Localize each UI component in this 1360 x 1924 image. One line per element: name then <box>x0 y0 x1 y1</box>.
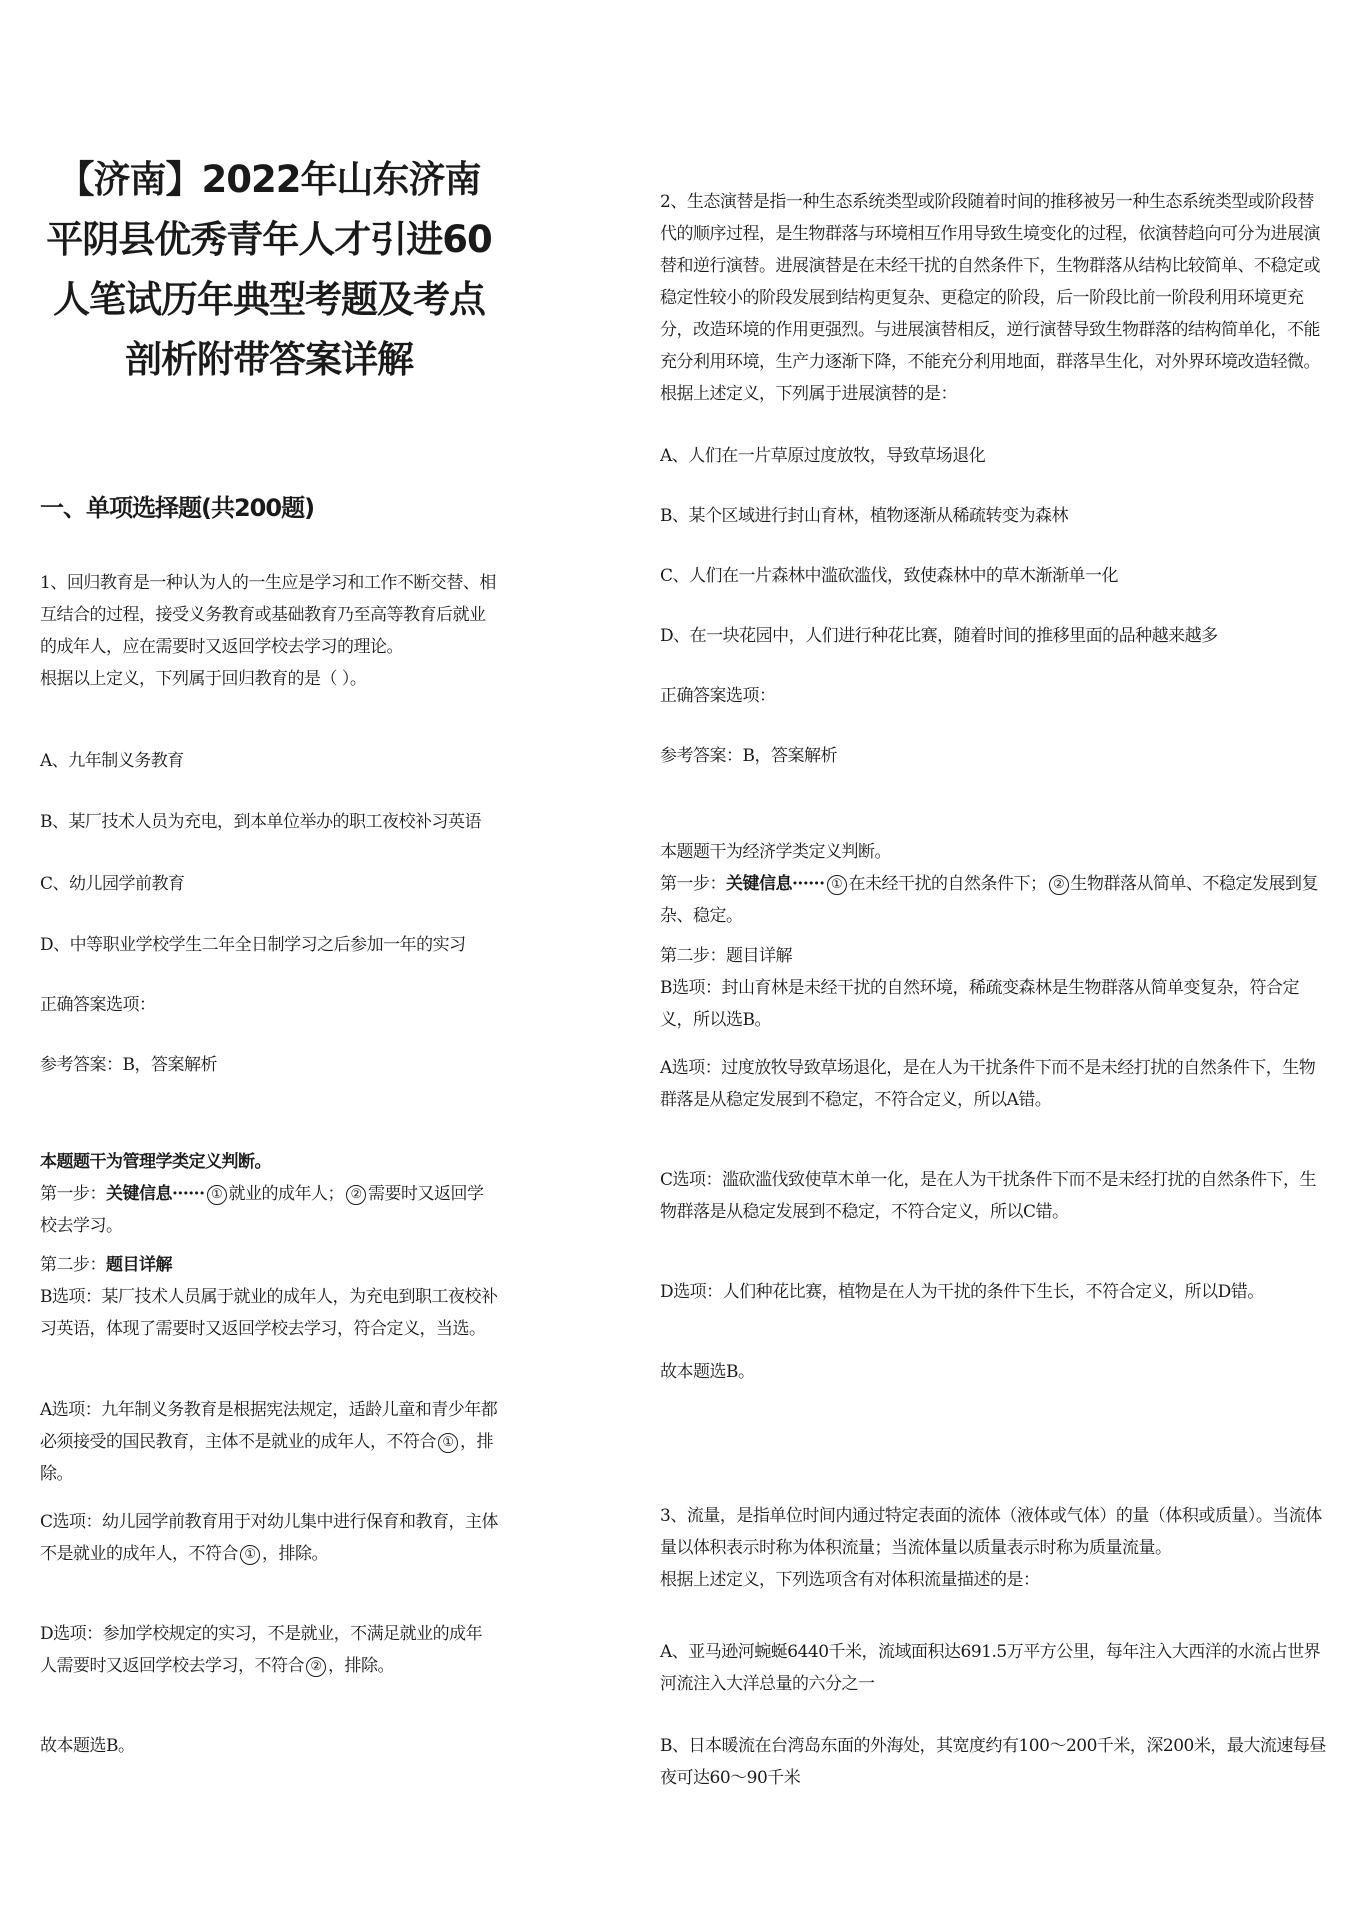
q1-explain-a <box>40 1394 498 1490</box>
q1-explain-c <box>40 1506 498 1570</box>
q2-explain-c: C选项：滥砍滥伐致使草木单一化，是在人为干扰条件下而不是未经打扰的自然条件下，生物群落是从稳定发展到不稳定，不符合定义，所以C错。 <box>660 1170 1317 1222</box>
q1-step2 <box>40 1249 498 1281</box>
circled-marker-1: ① <box>827 875 847 895</box>
step1-point-2: 需要时又返回学校去学习。 <box>40 1184 484 1236</box>
q1-explanation-title: 本题题干为管理学类定义判断。 <box>40 1152 271 1172</box>
q1-explain-d <box>40 1618 498 1682</box>
explain-d-tail: ，排除。 <box>328 1656 394 1676</box>
circled-marker-2: ② <box>1049 875 1069 895</box>
q2-correct-label: 正确答案选项： <box>660 686 776 706</box>
q2-option-d: D、在一块花园中，人们进行种花比赛，随着时间的推移里面的品种越来越多 <box>660 626 1218 646</box>
q1-conclusion: 故本题选B。 <box>40 1736 135 1756</box>
q2-explanation-title: 本题题干为经济学类定义判断。 <box>660 842 891 862</box>
q2-step2: 第二步：题目详解 <box>660 946 792 966</box>
step1-key-info: 关键信息······ <box>726 874 825 894</box>
q1-option-d: D、中等职业学校学生二年全日制学习之后参加一年的实习 <box>40 935 466 955</box>
q2-option-b: B、某个区域进行封山育林，植物逐渐从稀疏转变为森林 <box>660 506 1068 526</box>
q3-prompt: 根据上述定义，下列选项含有对体积流量描述的是： <box>660 1570 1040 1590</box>
q2-stem: 2、生态演替是指一种生态系统类型或阶段随着时间的推移被另一种生态系统类型或阶段替代的顺序过程，是生物群落与环境相互作用导致生境变化的过程，依演替趋向可分为进展演替和逆行演替。进展演替是在未经干扰的自然条件下，生物群落从结构比较简单、不稳定或稳定性较小的阶段发展到结构更复杂、更稳定的阶段，后一阶段比前一阶段利用环境更充分，改造环境的作用更强烈。与进展演替相反，逆行演替导致生物群落的结构简单化，不能充分利用环境，生产力逐渐下降，不能充分利用地面，群落旱生化，对外界环境改造轻微。 <box>660 192 1320 372</box>
step2-detail-heading: 题目详解 <box>106 1255 172 1275</box>
explain-a-text: A选项：九年制义务教育是根据宪法规定，适龄儿童和青少年都必须接受的国民教育，主体不是就业的成年人，不符合 <box>40 1400 498 1452</box>
circled-marker-2: ② <box>346 1185 366 1205</box>
q1-correct-label: 正确答案选项： <box>40 995 156 1015</box>
q2-explain-d: D选项：人们种花比赛，植物是在人为干扰的条件下生长，不符合定义，所以D错。 <box>660 1282 1264 1302</box>
step2-prefix: 第二步： <box>40 1255 106 1275</box>
q2-reference: 参考答案：B，答案解析 <box>660 746 837 766</box>
explain-c-text: C选项：幼儿园学前教育用于对幼儿集中进行保育和教育，主体不是就业的成年人，不符合 <box>40 1512 499 1564</box>
q3-option-b: B、日本暖流在台湾岛东面的外海处，其宽度约有100～200千米，深200米，最大流速每昼夜可达60～90千米 <box>660 1736 1326 1788</box>
q1-prompt: 根据以上定义，下列属于回归教育的是（ ）。 <box>40 669 367 689</box>
step1-point-1: 就业的成年人； <box>228 1184 345 1204</box>
q2-conclusion: 故本题选B。 <box>660 1362 755 1382</box>
circled-marker-2: ② <box>306 1657 326 1677</box>
q1-option-c: C、幼儿园学前教育 <box>40 874 185 894</box>
step1-key-info: 关键信息······ <box>106 1184 205 1204</box>
explain-d-text: D选项：参加学校规定的实习，不是就业，不满足就业的成年人需要时又返回学校去学习，不符合 <box>40 1624 483 1676</box>
q2-step1 <box>660 868 1330 932</box>
q1-option-a: A、九年制义务教育 <box>40 751 184 771</box>
q3-stem: 3、流量，是指单位时间内通过特定表面的流体（液体或气体）的量（体积或质量）。当流体量以体积表示时称为体积流量；当流体量以质量表示时称为质量流量。 <box>660 1506 1322 1558</box>
q2-option-c: C、人们在一片森林中滥砍滥伐，致使森林中的草木渐渐单一化 <box>660 566 1119 586</box>
circled-marker-1: ① <box>207 1185 227 1205</box>
q2-prompt: 根据上述定义，下列属于进展演替的是： <box>660 384 957 404</box>
q2-explain-b: B选项：封山育林是未经干扰的自然环境，稀疏变森林是生物群落从简单变复杂，符合定义，所以选B。 <box>660 978 1299 1030</box>
step1-point-2: 生物群落从简单、不稳定发展到复杂、稳定。 <box>660 874 1319 926</box>
q1-option-b: B、某厂技术人员为充电，到本单位举办的职工夜校补习英语 <box>40 812 481 832</box>
document-title: 【济南】2022年山东济南平阴县优秀青年人才引进60人笔试历年典型考题及考点剖析附带答案详解 <box>46 158 492 381</box>
q1-explain-b: B选项：某厂技术人员属于就业的成年人，为充电到职工夜校补习英语，体现了需要时又返回学校去学习，符合定义，当选。 <box>40 1287 498 1339</box>
section-heading: 一、单项选择题(共200题) <box>40 494 315 522</box>
step1-prefix: 第一步： <box>40 1184 106 1204</box>
q1-reference: 参考答案：B，答案解析 <box>40 1055 217 1075</box>
explain-a-tail: ，排除。 <box>40 1432 493 1484</box>
q1-stem: 1、回归教育是一种认为人的一生应是学习和工作不断交替、相互结合的过程，接受义务教育或基础教育乃至高等教育后就业的成年人，应在需要时又返回学校去学习的理论。 <box>40 573 496 657</box>
circled-marker-1: ① <box>438 1433 458 1453</box>
q2-explain-a: A选项：过度放牧导致草场退化，是在人为干扰条件下而不是未经打扰的自然条件下，生物群落是从稳定发展到不稳定，不符合定义，所以A错。 <box>660 1058 1316 1110</box>
circled-marker-1: ① <box>240 1545 260 1565</box>
step1-point-1: 在未经干扰的自然条件下； <box>848 874 1047 894</box>
q3-option-a: A、亚马逊河蜿蜒6440千米，流域面积达691.5万平方公里，每年注入大西洋的水流占世界河流注入大洋总量的六分之一 <box>660 1642 1321 1694</box>
q2-option-a: A、人们在一片草原过度放牧，导致草场退化 <box>660 446 986 466</box>
step1-prefix: 第一步： <box>660 874 726 894</box>
explain-c-tail: ，排除。 <box>262 1544 328 1564</box>
q1-step1 <box>40 1178 498 1242</box>
